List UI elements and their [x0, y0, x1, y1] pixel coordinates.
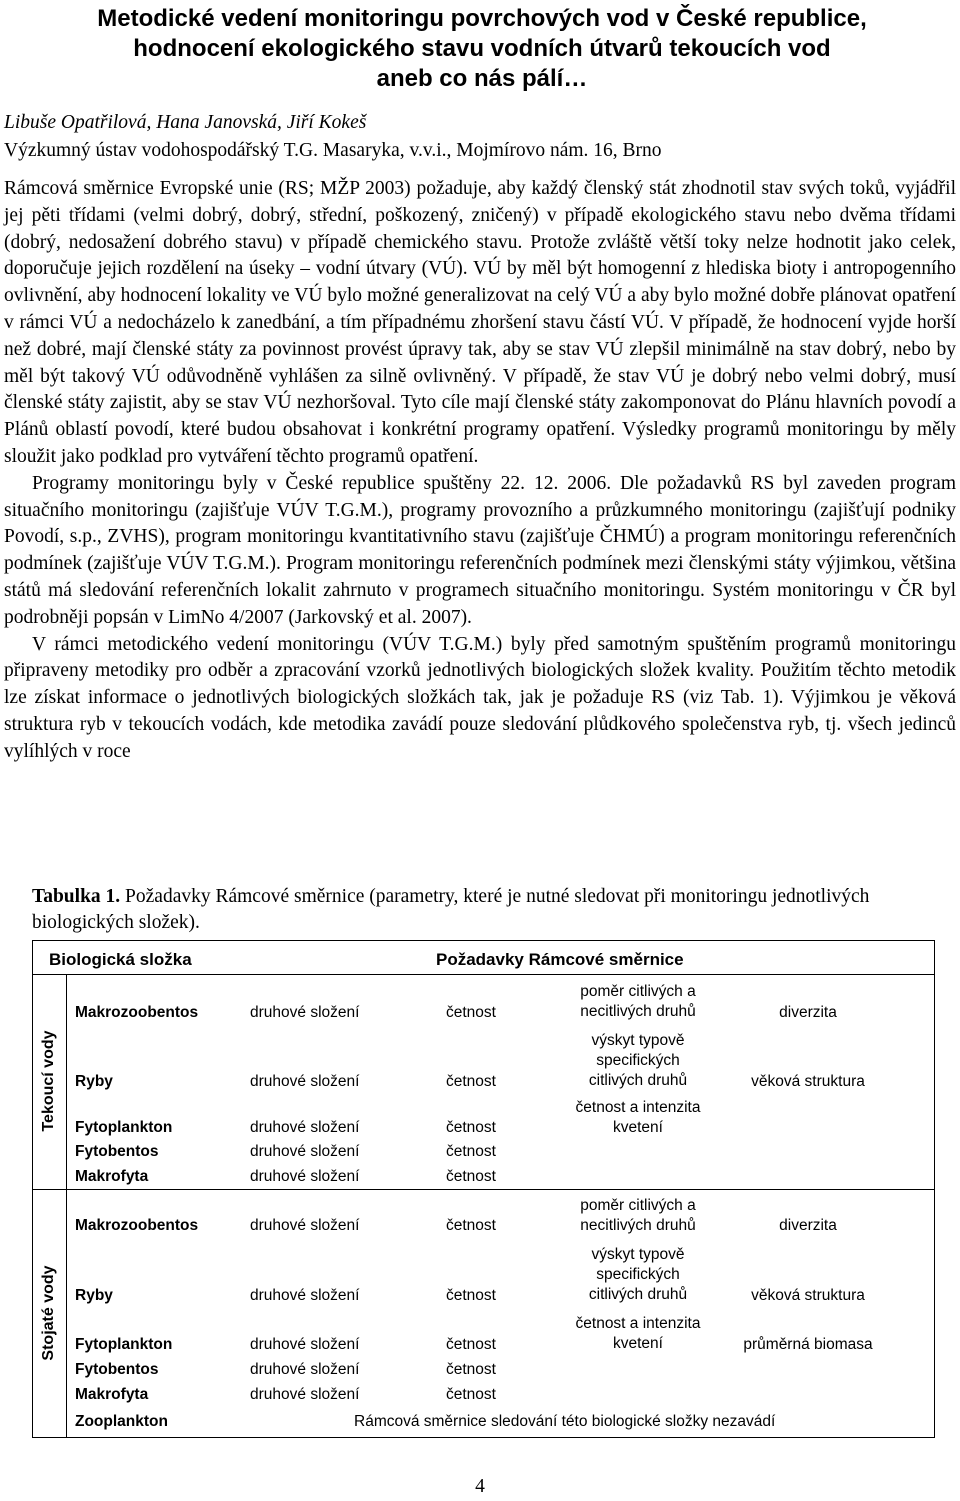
row-running-fytoplankton-name: Fytoplankton: [75, 1119, 173, 1136]
row-standing-fytobentos-druhove: druhové složení: [250, 1361, 360, 1378]
paragraph-2: Programy monitoringu byly v České republice spuštěny 22. 12. 2006. Dle požadavků RS byl zaveden program situačního monitoringu (zajišťuje VÚV T.G.M.), programy provozního a průzkumného monitoringu (zajišťují podniky Povodí, s.p., ZVHS), program monitoringu kvantitativního stavu (zajišťuje ČHMÚ) a program monitoringu referenčních podmínek (zajišťuje VÚV T.G.M.). Program monitoringu referenčních podmínek mezi členskými státy výjimkou, většina států má sledování referenčních lokalit zahrnuto v programech situačního monitoringu. Systém monitoringu v ČR byl podrobněji popsán v LimNo 4/2007 (Jarkovský et al. 2007).: [4, 472, 956, 628]
body-text: [4, 176, 956, 766]
table-group-column-divider: [66, 974, 67, 1438]
title-line-1: Metodické vedení monitoringu povrchových vod v České republice,: [97, 5, 867, 32]
row-running-fytobentos-cetnost: četnost: [446, 1143, 496, 1160]
table-caption-label: Tabulka 1.: [32, 886, 121, 907]
row-running-makrofyta-name: Makrofyta: [75, 1168, 149, 1185]
row-standing-makrofyta-cetnost: četnost: [446, 1386, 496, 1403]
row-standing-fytoplankton-druhove: druhové složení: [250, 1336, 360, 1353]
row-running-makrozoobentos-diverzita: diverzita: [779, 1004, 837, 1021]
header-requirements: Požadavky Rámcové směrnice: [436, 950, 684, 969]
row-standing-makrozoobentos-pomer: poměr citlivých a necitlivých druhů: [580, 1197, 696, 1234]
row-running-ryby-name: Ryby: [75, 1073, 113, 1090]
paragraph-1: Rámcová směrnice Evropské unie (RS; MŽP 2003) požaduje, aby každý členský stát zhodnotil stav svých toků, vyjádřil jej pěti třídami (velmi dobrý, dobrý, střední, poškozený, zničený) v případě ekologického stavu nebo dvěma třídami (dobrý, nedosažení dobrého stavu) v případě chemického stavu. Protože zvláště větší toky nelze hodnotit jako celek, doporučuje jejich rozdělení na úseky – vodní útvary (VÚ). VÚ by měl být homogenní z hlediska bioty i antropogenního ovlivnění, aby hodnocení lokality ve VÚ bylo možné generalizovat na celý VÚ a aby bylo možné dobře plánovat opatření v rámci VÚ a nedocházelo k zanedbání, a tím případnému zhoršení stavu částí VÚ. V případě, že hodnocení vyjde horší než dobré, mají členské státy za povinnost provést úpravy tak, aby se stav VÚ zlepšil minimálně na stav dobrý, nebo by měl být takový VÚ odůvodněně vyhlášen za silně ovlivněný. V případě, že stav VÚ je dobrý nebo velmi dobrý, musí členské státy zajistit, aby se stav VÚ nezhoršoval. Tyto cíle mají členské státy zakomponovat do Plánu hlavních povodí a Plánů oblastí povodí, které budou obsahovat i konkrétní programy opatření. Výsledky programů monitoringu by měly sloužit jako podklad pro vytváření těchto programů opatření.: [4, 178, 956, 467]
row-standing-makrozoobentos-cetnost: četnost: [446, 1217, 496, 1234]
row-standing-fytoplankton-cetnost-intenzita: četnost a intenzita kvetení: [575, 1315, 701, 1352]
paper-title: [32, 4, 932, 94]
row-running-ryby-vekova: věková struktura: [751, 1073, 865, 1090]
row-standing-ryby-druhove: druhové složení: [250, 1287, 360, 1304]
row-standing-fytoplankton-name: Fytoplankton: [75, 1336, 173, 1353]
row-running-fytobentos-name: Fytobentos: [75, 1143, 159, 1160]
row-running-makrozoobentos-pomer: poměr citlivých a necitlivých druhů: [580, 983, 696, 1020]
paragraph-3: V rámci metodického vedení monitoringu (VÚV T.G.M.) byly před samotným spuštěním programů monitoringu připraveny metodiky pro odběr a zpracování vzorků jednotlivých biologických složek kvality. Použitím těchto metodik lze získat informace o jednotlivých biologických složkách tak, jak je požaduje RS (viz Tab. 1). Výjimkou je věková struktura ryb v tekoucích vodách, kde metodika zavádí pouze sledování plůdkového společenstva ryb, tj. všech jedinců vylíhlých v roce: [4, 633, 956, 762]
row-standing-makrofyta-name: Makrofyta: [75, 1386, 149, 1403]
row-running-ryby-druhove: druhové složení: [250, 1073, 360, 1090]
row-standing-makrofyta-druhove: druhové složení: [250, 1386, 360, 1403]
row-standing-makrozoobentos-druhove: druhové složení: [250, 1217, 360, 1234]
row-standing-fytobentos-cetnost: četnost: [446, 1361, 496, 1378]
table-caption-text: Požadavky Rámcové směrnice (parametry, které je nutné sledovat při monitoringu jednotlivých biologických složek).: [32, 886, 870, 933]
requirements-table: [32, 940, 935, 1438]
row-standing-makrozoobentos-diverzita: diverzita: [779, 1217, 837, 1234]
page-number: 4: [475, 1476, 485, 1497]
authors: Libuše Opatřilová, Hana Janovská, Jiří Kokeš: [4, 112, 367, 133]
title-line-2: hodnocení ekologického stavu vodních útvarů tekoucích vod: [133, 35, 831, 62]
row-standing-makrozoobentos-name: Makrozoobentos: [75, 1217, 199, 1234]
table-caption: [32, 884, 932, 936]
table-header-divider: [33, 974, 934, 975]
row-standing-ryby-name: Ryby: [75, 1287, 113, 1304]
row-standing-fytoplankton-biomasa: průměrná biomasa: [743, 1336, 873, 1353]
row-standing-fytobentos-name: Fytobentos: [75, 1361, 159, 1378]
row-running-makrozoobentos-druhove: druhové složení: [250, 1004, 360, 1021]
row-running-fytoplankton-cetnost-intenzita: četnost a intenzita kvetení: [575, 1099, 701, 1136]
row-standing-ryby-cetnost: četnost: [446, 1287, 496, 1304]
title-line-3: aneb co nás pálí…: [376, 65, 588, 92]
row-running-ryby-cetnost: četnost: [446, 1073, 496, 1090]
row-standing-fytoplankton-cetnost: četnost: [446, 1336, 496, 1353]
row-running-ryby-vyskyt: výskyt typově specifických citlivých druhů: [588, 1032, 688, 1089]
row-running-makrofyta-druhove: druhové složení: [250, 1168, 360, 1185]
row-running-fytoplankton-cetnost: četnost: [446, 1119, 496, 1136]
header-component: Biologická složka: [49, 950, 192, 969]
row-standing-ryby-vyskyt: výskyt typově specifických citlivých druhů: [588, 1246, 688, 1303]
row-standing-zooplankton-name: Zooplankton: [75, 1413, 168, 1430]
group-label-standing: Stojaté vody: [40, 1265, 57, 1361]
row-running-makrozoobentos-name: Makrozoobentos: [75, 1004, 199, 1021]
row-standing-ryby-vekova: věková struktura: [751, 1287, 865, 1304]
affiliation: Výzkumný ústav vodohospodářský T.G. Masaryka, v.v.i., Mojmírovo nám. 16, Brno: [4, 140, 662, 161]
group-label-running: Tekoucí vody: [40, 1030, 57, 1132]
row-running-fytobentos-druhove: druhové složení: [250, 1143, 360, 1160]
row-running-makrofyta-cetnost: četnost: [446, 1168, 496, 1185]
table-group-divider: [33, 1189, 934, 1190]
row-running-fytoplankton-druhove: druhové složení: [250, 1119, 360, 1136]
row-running-makrozoobentos-cetnost: četnost: [446, 1004, 496, 1021]
row-standing-zooplankton-nezavadi: Rámcová směrnice sledování této biologické složky nezavádí: [354, 1413, 776, 1430]
